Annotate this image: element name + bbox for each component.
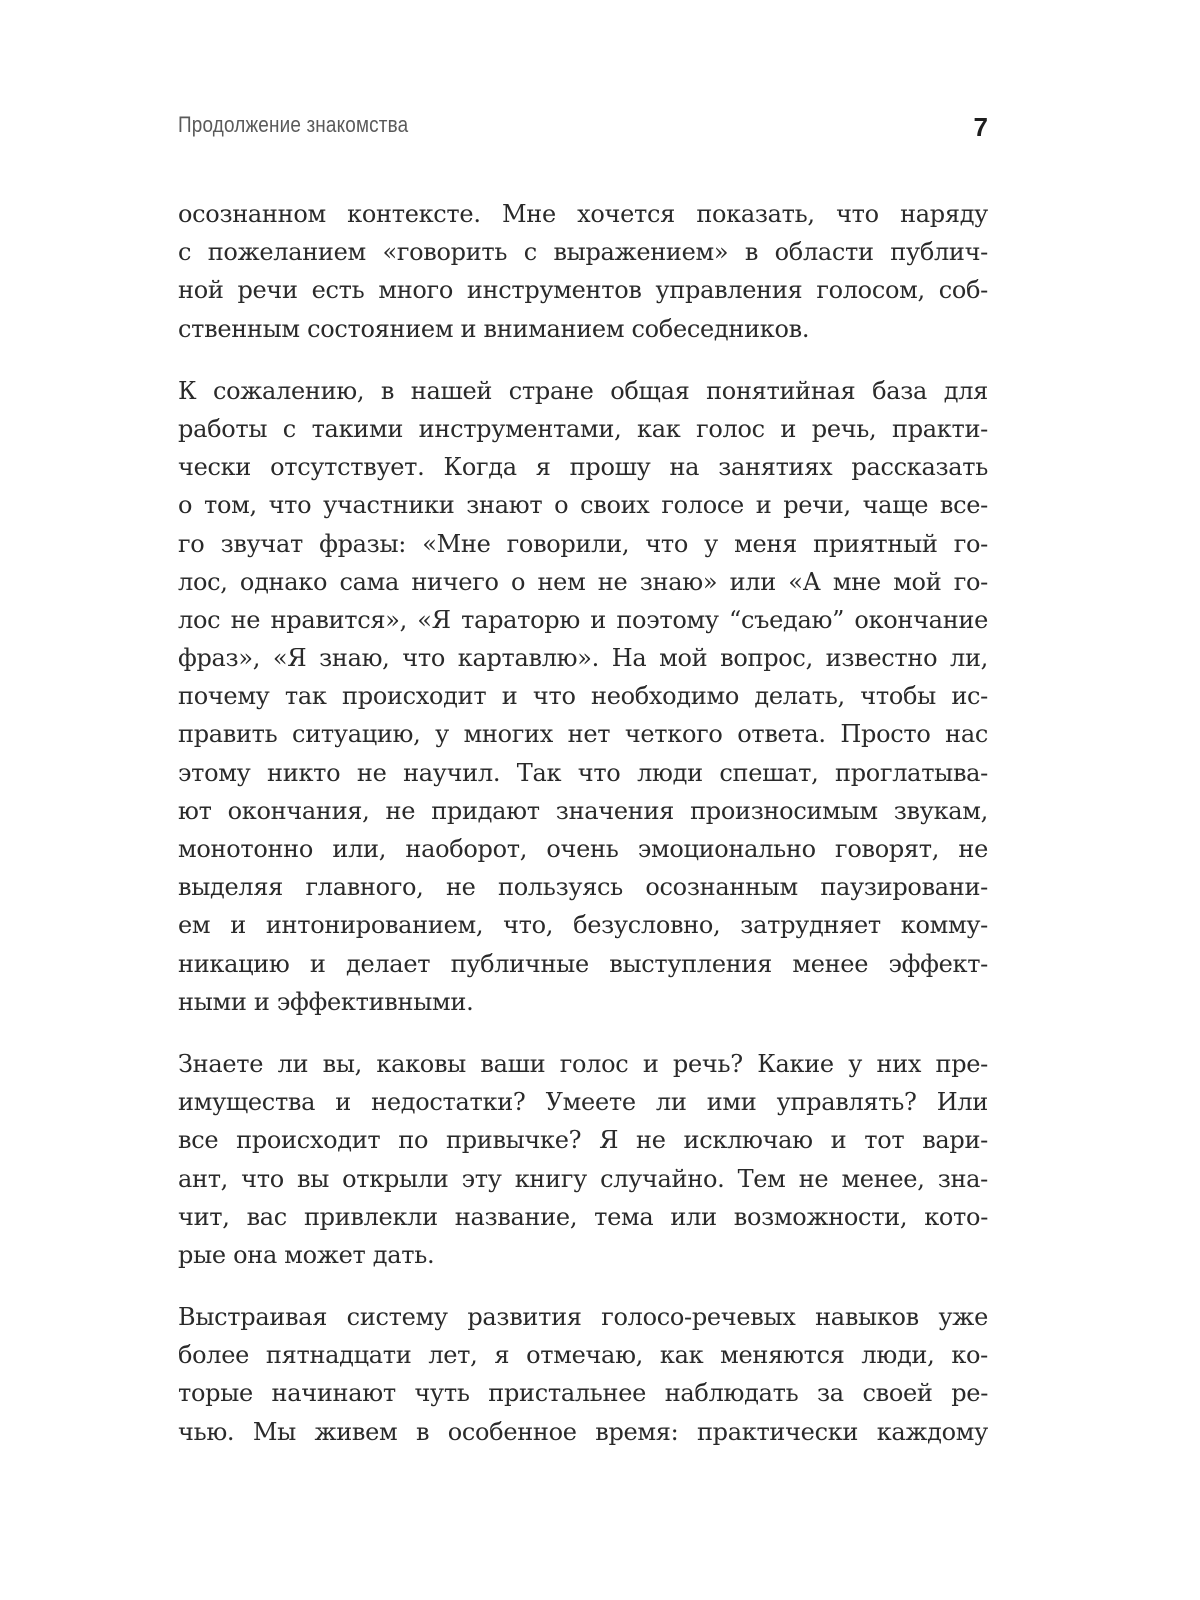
text-line: править ситуацию, у многих нет четкого ответа. Просто нас [178, 720, 988, 749]
text-line: ственным состоянием и вниманием собеседников. [178, 314, 810, 343]
text-line: чески отсутствует. Когда я прошу на занятиях рассказать [178, 453, 988, 482]
page-number: 7 [973, 112, 988, 142]
text-line: лос не нравится», «Я тараторю и поэтому “съедаю” окончание [178, 605, 988, 634]
text-line: монотонно или, наоборот, очень эмоционально говорят, не [178, 835, 988, 863]
text-line: о том, что участники знают о своих голосе и речи, чаще все- [178, 491, 988, 520]
text-line: ют окончания, не придают значения произносимым звукам, [178, 796, 988, 825]
text-line: все происходит по привычке? Я не исключаю и тот вари- [178, 1126, 988, 1155]
text-line: ант, что вы открыли эту книгу случайно. Тем не менее, зна- [178, 1164, 988, 1193]
paragraph [178, 1298, 988, 1451]
text-line: рые она может дать. [178, 1240, 435, 1269]
text-line: осознанном контексте. Мне хочется показать, что наряду [178, 200, 988, 228]
text-line: го звучат фразы: «Мне говорили, что у меня приятный го- [178, 529, 988, 558]
text-line: выделяя главного, не пользуясь осознанным паузировани- [178, 873, 988, 902]
running-head [178, 112, 988, 144]
text-line: чит, вас привлекли название, тема или возможности, кото- [178, 1202, 988, 1231]
running-title: Продолжение знакомства [178, 112, 409, 137]
text-line: торые начинают чуть пристальнее наблюдать за своей ре- [178, 1379, 988, 1408]
text-line: Знаете ли вы, каковы ваши голос и речь? Какие у них пре- [178, 1049, 988, 1078]
paragraph [178, 372, 988, 1021]
text-line: фраз», «Я знаю, что картавлю». На мой вопрос, известно ли, [178, 644, 988, 673]
text-line: никацию и делает публичные выступления менее эффект- [178, 949, 988, 978]
text-line: ной речи есть много инструментов управления голосом, соб- [178, 276, 988, 305]
text-line: имущества и недостатки? Умеете ли ими управлять? Или [178, 1088, 988, 1117]
text-line: лос, однако сама ничего о нем не знаю» или «А мне мой го- [178, 567, 988, 596]
text-line: этому никто не научил. Так что люди спешат, проглатыва- [178, 758, 988, 787]
text-line: с пожеланием «говорить с выражением» в области публич- [178, 238, 988, 267]
text-line: ными и эффективными. [178, 987, 474, 1016]
text-line: ем и интонированием, что, безусловно, затрудняет комму- [178, 911, 988, 940]
text-line: работы с такими инструментами, как голос и речь, практи- [178, 414, 988, 443]
paragraph [178, 195, 988, 348]
paragraph [178, 1045, 988, 1274]
text-line: чью. Мы живем в особенное время: практически каждому [178, 1417, 988, 1446]
text-line: более пятнадцати лет, я отмечаю, как меняются люди, ко- [178, 1341, 988, 1370]
text-line: почему так происходит и что необходимо делать, чтобы ис- [178, 682, 988, 711]
text-line: Выстраивая систему развития голосо-речевых навыков уже [178, 1303, 988, 1332]
text-line: К сожалению, в нашей стране общая понятийная база для [178, 376, 988, 405]
body-text [178, 195, 988, 1475]
